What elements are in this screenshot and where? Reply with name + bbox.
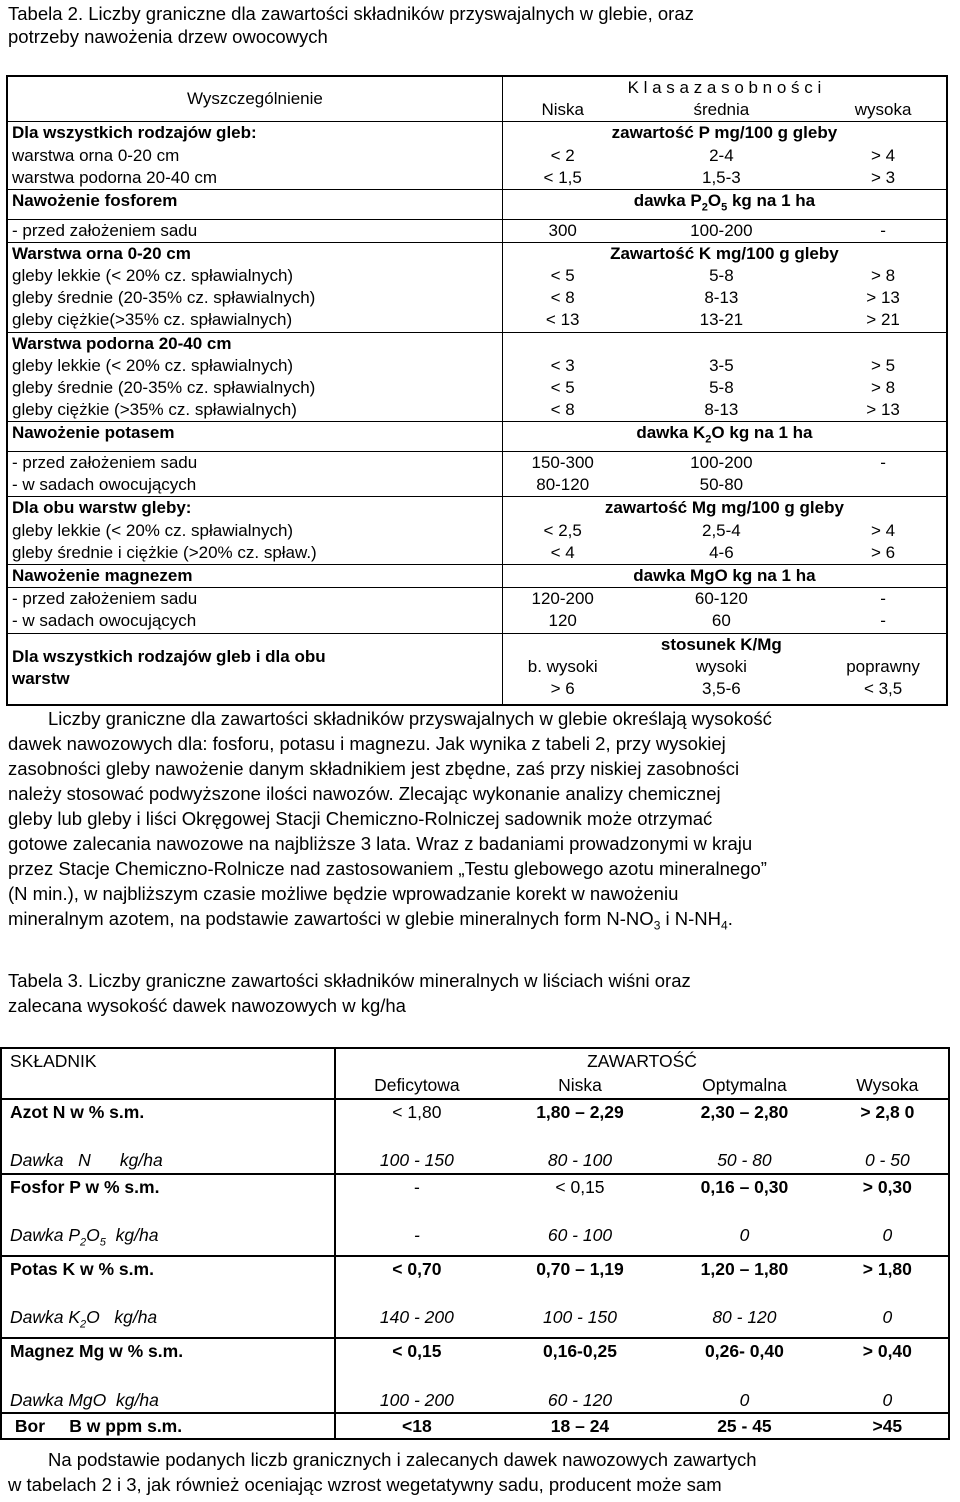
table-row xyxy=(7,332,947,355)
paragraph-line: mineralnym azotem, na podstawie zawartości w glebie mineralnych form $N-NO_3$ i $N-NH_4$. xyxy=(8,908,733,933)
table-row xyxy=(1,1256,949,1305)
value-cell: < 1,80 xyxy=(335,1099,498,1148)
value-cell: poprawny < 3,5 xyxy=(820,633,947,705)
caption-line: Tabela 2. Liczby graniczne dla zawartości składników przyswajalnych w glebie, oraz xyxy=(8,3,694,24)
value-cell: 140 - 200 xyxy=(379,1307,454,1328)
value-cell: 100 - 150 xyxy=(543,1307,617,1328)
value-cell: 60-120 60 xyxy=(623,588,821,633)
value-cell: 0 xyxy=(739,1225,750,1246)
paragraph-2 xyxy=(8,1447,950,1497)
table-row xyxy=(7,452,947,497)
paragraph-line: Liczby graniczne dla zawartości składników przyswajalnych w glebie określają wysokość xyxy=(48,708,772,729)
table3-caption xyxy=(8,968,691,1018)
table-row xyxy=(7,145,947,190)
value-cell: 300 xyxy=(502,219,622,242)
value-cell: <18 xyxy=(335,1413,498,1439)
klasa-header: K l a s a z a s o b n o ś c i xyxy=(627,78,822,97)
col-header: Wysoka xyxy=(856,1075,919,1096)
table-row xyxy=(7,588,947,633)
table-row xyxy=(7,76,947,99)
row-label: Warstwa podorna 20-40 cm xyxy=(7,332,502,355)
table-row xyxy=(1,1073,949,1098)
row-label: Potas K w % s.m. xyxy=(1,1256,335,1305)
value-cell: 120-200 120 xyxy=(502,588,622,633)
row-label: Nawożenie potasem xyxy=(7,422,502,452)
value-cell: 80 - 120 xyxy=(712,1307,777,1328)
row-label: Nawożenie fosforem xyxy=(7,190,502,220)
value-cell: 100-200 xyxy=(623,219,821,242)
value-cell: 80 - 100 xyxy=(547,1150,613,1171)
table-3 xyxy=(0,1047,950,1440)
value-cell: 2,30 – 2,80 xyxy=(662,1099,826,1148)
table-row xyxy=(7,497,947,520)
value-cell: > 5 > 8 > 13 xyxy=(866,355,900,420)
unit-label: dawka MgO kg na 1 ha xyxy=(502,565,947,588)
spec-header: Wyszczególnienie xyxy=(7,76,502,122)
table-row xyxy=(1,1338,949,1387)
paragraph-line: przez Stacje Chemiczno-Rolnicze nad zastosowaniem „Testu glebowego azotu mineralnego” xyxy=(8,858,767,879)
value-cell: > 4 > 6 xyxy=(871,520,896,562)
value-cell: < 0,70 xyxy=(335,1256,498,1305)
paragraph-line: należy stosować podwyższone ilości nawozów. Zlecając wykonanie analizy chemicznej xyxy=(8,783,721,804)
unit-label: dawka $P_2O_5$ kg na 1 ha xyxy=(502,190,947,220)
paragraph-line: w tabelach 2 i 3, jak również oceniając wzrost wegetatywny sadu, producent może sam xyxy=(8,1474,722,1495)
value-cell: > 0,30 xyxy=(827,1174,949,1223)
unit-label: Zawartość K mg/100 g gleby xyxy=(502,242,947,265)
value-cell: - xyxy=(820,219,947,242)
table-row xyxy=(7,190,947,220)
paragraph-line: zasobności gleby nawożenie danym składnikiem jest zbędne, zaś przy niskiej zasobności xyxy=(8,758,740,779)
value-cell: 0 - 50 xyxy=(864,1150,910,1171)
zawartosc-header: ZAWARTOŚĆ xyxy=(587,1051,697,1071)
row-label: Dla wszystkich rodzajów gleb: xyxy=(7,122,502,145)
row-label: Dawka N kg/ha xyxy=(1,1148,335,1173)
table-2 xyxy=(6,75,948,706)
table-row xyxy=(7,265,947,332)
value-cell: >45 xyxy=(827,1413,949,1439)
value-cell: < 2 < 1,5 xyxy=(543,145,582,187)
row-label: Magnez Mg w % s.m. xyxy=(1,1338,335,1387)
paragraph-line: dawek nawozowych dla: fosforu, potasu i magnezu. Jak wynika z tabeli 2, przy wysokiej xyxy=(8,733,726,754)
table-row xyxy=(1,1099,949,1148)
value-cell: < 3 < 5 < 8 xyxy=(550,355,575,420)
value-cell: 100 - 200 xyxy=(379,1389,454,1410)
row-label: - przed założeniem sadu - w sadach owocujących xyxy=(7,452,502,497)
table-row xyxy=(7,633,947,705)
row-label: Fosfor P w % s.m. xyxy=(1,1174,335,1223)
row-label: Azot N w % s.m. xyxy=(1,1099,335,1148)
value-cell: < 5 < 8 < 13 xyxy=(545,266,580,330)
row-label: gleby lekkie (< 20% cz. spławialnych) gleby średnie i ciężkie (>20% cz. spław.) xyxy=(7,520,502,565)
value-cell: > 1,80 xyxy=(827,1256,949,1305)
value-cell: - xyxy=(413,1225,420,1246)
row-label: Dawka MgO kg/ha xyxy=(1,1388,335,1413)
row-label: - przed założeniem sadu xyxy=(7,219,502,242)
table-row xyxy=(7,122,947,145)
value-cell: - xyxy=(335,1174,498,1223)
value-cell: 150-300 80-120 xyxy=(502,452,622,497)
table-row xyxy=(7,242,947,265)
row-label: Dawka $K_2O$ kg/ha xyxy=(1,1305,335,1338)
value-cell: b. wysoki > 6 xyxy=(502,633,622,705)
empty-cell xyxy=(1,1073,335,1098)
col-wysoka: wysoka xyxy=(854,100,912,120)
value-cell: stosunek K/Mg wysoki 3,5-6 xyxy=(623,633,821,705)
value-cell: 0,26- 0,40 xyxy=(662,1338,826,1387)
value-cell: < 0,15 xyxy=(498,1174,662,1223)
caption-line: potrzeby nawożenia drzew owocowych xyxy=(8,26,328,47)
col-niska: Niska xyxy=(541,100,584,120)
value-cell: > 2,8 0 xyxy=(827,1099,949,1148)
table-row xyxy=(1,1174,949,1223)
value-cell: 2-4 1,5-3 xyxy=(701,145,741,187)
row-label: gleby lekkie (< 20% cz. spławialnych) gleby średnie (20-35% cz. spławialnych) gleby ciężkie(>35% cz. spławialnych) xyxy=(7,265,502,332)
value-cell: > 4 > 3 xyxy=(871,145,896,187)
table-row xyxy=(7,520,947,565)
value-cell: 60 - 100 xyxy=(547,1225,613,1246)
value-cell: 0,70 – 1,19 xyxy=(498,1256,662,1305)
table-row xyxy=(7,565,947,588)
row-label: Nawożenie magnezem xyxy=(7,565,502,588)
caption-line: zalecana wysokość dawek nawozowych w kg/ha xyxy=(8,995,406,1016)
value-cell: 2,5-4 4-6 xyxy=(701,520,741,562)
row-label: Warstwa orna 0-20 cm xyxy=(7,242,502,265)
value-cell: 0,16-0,25 xyxy=(498,1338,662,1387)
paragraph-1 xyxy=(8,706,950,939)
unit-label: zawartość P mg/100 g gleby xyxy=(502,122,947,145)
table-row xyxy=(1,1305,949,1338)
col-header: Niska xyxy=(558,1075,602,1096)
value-cell: 1,80 – 2,29 xyxy=(498,1099,662,1148)
row-label: gleby lekkie (< 20% cz. spławialnych) gleby średnie (20-35% cz. spławialnych) gleby ciężkie (>35% cz. spławialnych) xyxy=(7,355,502,422)
table-row xyxy=(1,1223,949,1256)
row-label: Dla obu warstw gleby: xyxy=(7,497,502,520)
unit-label: zawartość Mg mg/100 g gleby xyxy=(502,497,947,520)
paragraph-line: gotowe zalecania nawozowe na najbliższe 3 lata. Wraz z badaniami prowadzonymi w kraju xyxy=(8,833,753,854)
table-row xyxy=(7,355,947,422)
value-cell: 0 xyxy=(882,1307,893,1328)
table-row xyxy=(1,1148,949,1173)
value-cell: 100 - 150 xyxy=(379,1150,454,1171)
caption-line: Tabela 3. Liczby graniczne zawartości składników mineralnych w liściach wiśni oraz xyxy=(8,970,691,991)
value-cell: 60 - 120 xyxy=(547,1389,613,1410)
table-row xyxy=(1,1388,949,1413)
value-cell: > 0,40 xyxy=(827,1338,949,1387)
value-cell: 0 xyxy=(882,1225,893,1246)
table2-caption xyxy=(8,2,694,48)
col-header: Deficytowa xyxy=(374,1075,460,1096)
row-label: Dawka $P_2O_5$ kg/ha xyxy=(1,1223,335,1256)
value-cell: < 2,5 < 4 xyxy=(543,520,582,562)
empty-cell xyxy=(502,332,947,355)
value-cell: 0,16 – 0,30 xyxy=(662,1174,826,1223)
value-cell: 0 xyxy=(882,1389,893,1410)
table-row xyxy=(7,422,947,452)
paragraph-line: Na podstawie podanych liczb granicznych i zalecanych dawek nawozowych zawartych xyxy=(48,1449,757,1470)
paragraph-line: gleby lub gleby i liści Okręgowej Stacji Chemiczno-Rolniczej sadownik może otrzymać xyxy=(8,808,713,829)
table-row xyxy=(7,219,947,242)
col-srednia: średnia xyxy=(693,100,750,120)
table-row xyxy=(1,1048,949,1073)
value-cell: > 8 > 13 > 21 xyxy=(866,266,900,330)
value-cell: 18 – 24 xyxy=(498,1413,662,1439)
value-cell: 100-200 50-80 xyxy=(623,452,821,497)
row-label: - przed założeniem sadu - w sadach owocujących xyxy=(7,588,502,633)
value-cell: 1,20 – 1,80 xyxy=(662,1256,826,1305)
value-cell: < 0,15 xyxy=(335,1338,498,1387)
paragraph-line: (N min.), w najbliższym czasie możliwe będzie wprowadzanie korekt w nawożeniu xyxy=(8,883,679,904)
value-cell: 5-8 8-13 13-21 xyxy=(699,266,744,330)
row-label: Bor B w ppm s.m. xyxy=(1,1413,335,1439)
table-row xyxy=(1,1413,949,1439)
value-cell: 25 - 45 xyxy=(662,1413,826,1439)
value-cell: 3-5 5-8 8-13 xyxy=(704,355,739,420)
value-cell: - xyxy=(820,452,947,497)
value-cell: 50 - 80 xyxy=(717,1150,772,1171)
row-label: Dla wszystkich rodzajów gleb i dla obu warstw xyxy=(7,633,502,705)
unit-label: dawka $K_2O$ kg na 1 ha xyxy=(502,422,947,452)
row-label: warstwa orna 0-20 cm warstwa podorna 20-40 cm xyxy=(7,145,502,190)
value-cell: - - xyxy=(820,588,947,633)
skladnik-header: SKŁADNIK xyxy=(1,1048,335,1073)
value-cell: 0 xyxy=(739,1389,750,1410)
col-header: Optymalna xyxy=(702,1075,787,1096)
